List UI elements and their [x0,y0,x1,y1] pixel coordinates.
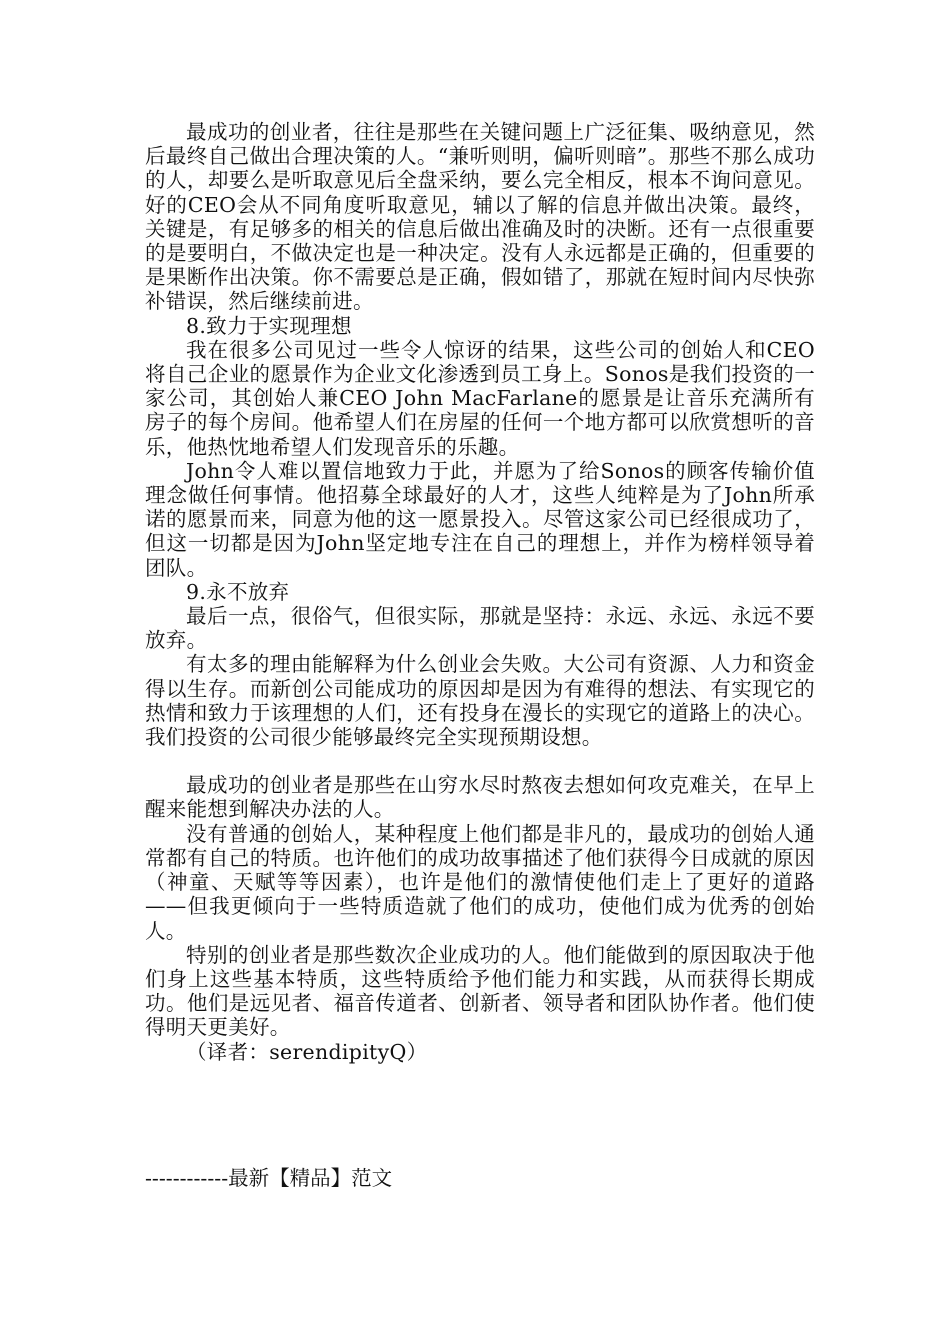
paragraph-serial-entrepreneurs: 特别的创业者是那些数次企业成功的人。他们能做到的原因取决于他们身上这些基本特质，这些特质给予他们能力和实践，从而获得长期成功。他们是远见者、福音传道者、创新者、领导者和团队协作者。他们使得明天更美好。 [145,942,815,1040]
paragraph-john-commitment: John令人难以置信地致力于此，并愿为了给Sonos的顾客传输价值理念做任何事情。他招募全球最好的人才，这些人纯粹是为了John所承诺的愿景而来，同意为他的这一愿景投入。尽管这家公司已经很成功了，但这一切都是因为John坚定地专注在自己的理想上，并作为榜样领导着团队。 [145,458,815,580]
paragraph-gap [145,749,815,773]
translator-credit: （译者：serendipityQ） [186,1039,428,1064]
paragraph-founder-traits: 没有普通的创始人，某种程度上他们都是非凡的，最成功的创始人通常都有自己的特质。也许他们的成功故事描述了他们获得今日成就的原因（神童、天赋等等因素），也许是他们的激情使他们走上了更好的道路——但我更倾向于一些特质造就了他们的成功，使他们成为优秀的创始人。 [145,821,815,943]
document-body [145,120,815,1064]
paragraph-startup-failure: 有太多的理由能解释为什么创业会失败。大公司有资源、人力和资金得以生存。而新创公司能成功的原因却是因为有难得的想法、有实现它的热情和致力于该理想的人们，还有投身在漫长的实现它的道路上的决心。我们投资的公司很少能够最终完全实现预期设想。 [145,652,815,750]
paragraph-vision-sonos: 我在很多公司见过一些令人惊讶的结果，这些公司的创始人和CEO将自己企业的愿景作为企业文化渗透到员工身上。Sonos是我们投资的一家公司，其创始人兼CEO John MacFarlane的愿景是让音乐充满所有房子的每个房间。他希望人们在房屋的任何一个地方都可以欣赏想听的音乐，他热忱地希望人们发现音乐的乐趣。 [145,337,815,459]
section-heading-9: 9.永不放弃 [186,579,290,604]
paragraph-never-give-up: 最后一点，很俗气，但很实际，那就是坚持：永远、永远、永远不要放弃。 [145,604,815,653]
footer-text: ------------最新【精品】范文 [145,1166,393,1190]
paragraph-late-nights: 最成功的创业者是那些在山穷水尽时熬夜去想如何攻克难关，在早上醒来能想到解决办法的人。 [145,773,815,822]
paragraph-decision-making: 最成功的创业者，往往是那些在关键问题上广泛征集、吸纳意见，然后最终自己做出合理决策的人。“兼听则明，偏听则暗”。那些不那么成功的人，却要么是听取意见后全盘采纳，要么完全相反，根本不询问意见。好的CEO会从不同角度听取意见，辅以了解的信息并做出决策。最终，关键是，有足够多的相关的信息后做出准确及时的决断。还有一点很重要的是要明白，不做决定也是一种决定。没有人永远都是正确的，但重要的是果断作出决策。你不需要总是正确，假如错了，那就在短时间内尽快弥补错误，然后继续前进。 [145,120,815,314]
section-heading-8: 8.致力于实现理想 [186,313,352,338]
